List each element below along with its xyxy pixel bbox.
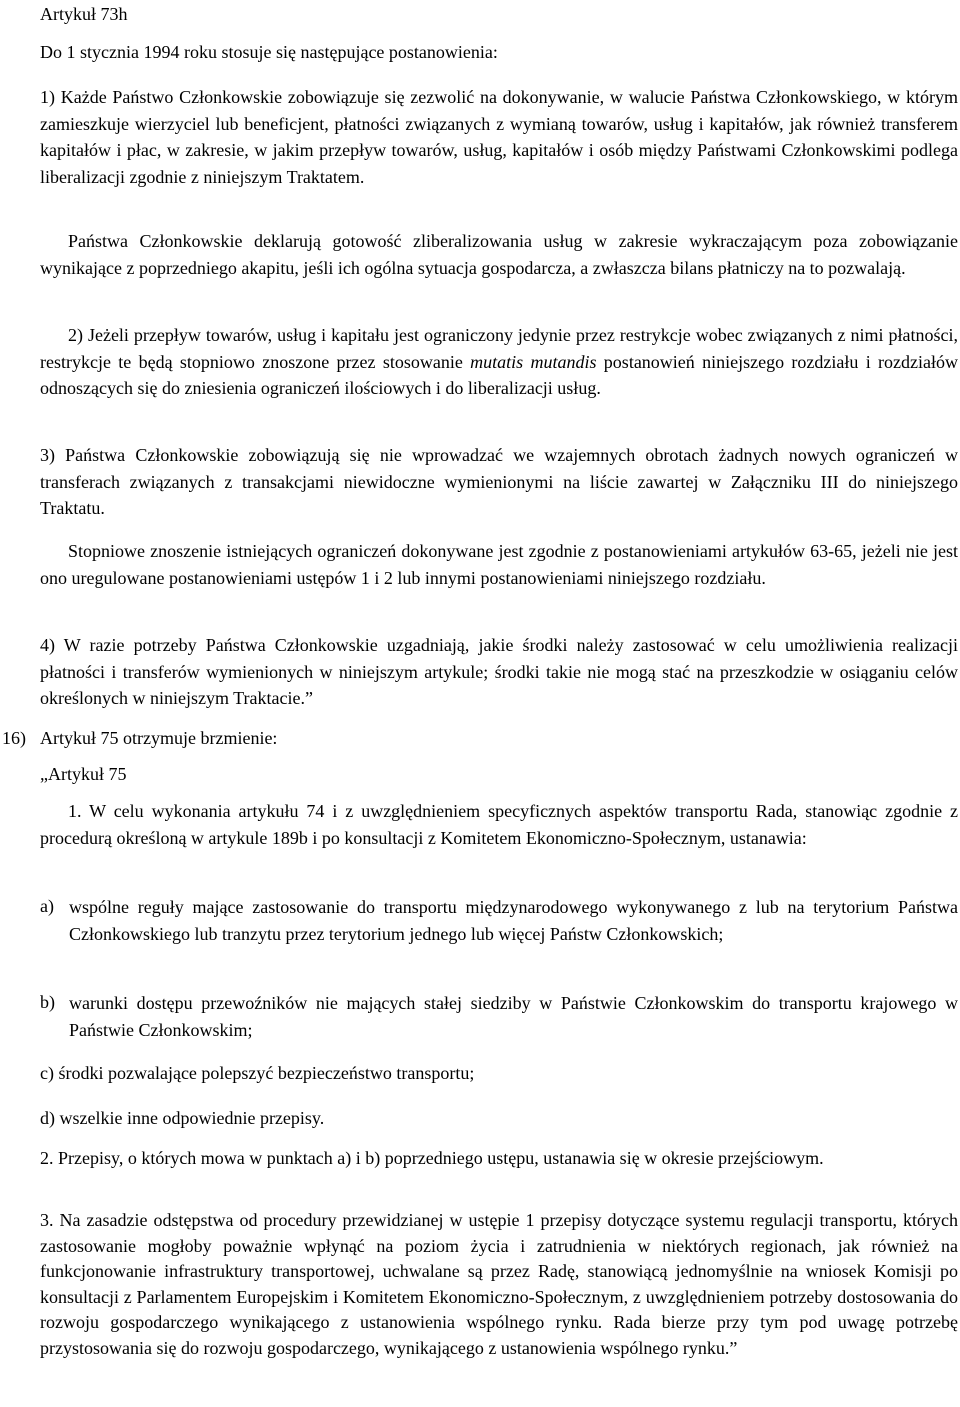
article-heading: Artykuł 73h bbox=[40, 4, 128, 24]
paragraph-2-text-end: postanowień niniejszego rozdziału i rozdziałów odnoszących się do zniesienia ograniczeń ilościowych i do liberalizacji usług. bbox=[40, 351, 958, 398]
item-16-label: Artykuł 75 otrzymuje brzmienie: bbox=[40, 728, 278, 748]
paragraph-2-italic-term: mutatis mutandis bbox=[470, 351, 597, 372]
article-75-heading: „Artykuł 75 bbox=[40, 764, 127, 784]
paragraph-2 bbox=[40, 322, 958, 402]
paragraph-3: 3) Państwa Członkowskie zobowiązują się nie wprowadzać we wzajemnych obrotach żadnych nowych ograniczeń w transferach związanych z transakcjami niewidoczne wymienionymi na liście zawartej w Załączniku III do niniejszego Traktatu. bbox=[40, 445, 958, 518]
art75-paragraph-1: 1. W celu wykonania artykułu 74 i z uwzględnieniem specyficznych aspektów transportu Rada, stanowiąc zgodnie z procedurą określoną w artykule 189b i po konsultacji z Komitetem Ekonomiczno-Społecznym, ustanawia: bbox=[40, 801, 958, 848]
item-16-number: 16) bbox=[2, 728, 26, 748]
paragraph-1b: Państwa Członkowskie deklarują gotowość zliberalizowania usług w zakresie wykraczającym poza zobowiązanie wynikające z poprzedniego akapitu, jeśli ich ogólna sytuacja gospodarcza, a zwłaszcza bilans płatniczy na to pozwalają. bbox=[40, 231, 958, 278]
point-a-text: wspólne reguły mające zastosowanie do transportu międzynarodowego wykonywanego z lub na terytorium Państwa Członkowskiego lub tranzytu przez terytorium jednego lub więcej Państw Członkowskich; bbox=[69, 897, 958, 944]
point-a-label: a) bbox=[40, 896, 54, 916]
point-d: d) wszelkie inne odpowiednie przepisy. bbox=[40, 1108, 325, 1128]
art75-paragraph-2: 2. Przepisy, o których mowa w punktach a) i b) poprzedniego ustępu, ustanawia się w okresie przejściowym. bbox=[40, 1148, 824, 1168]
point-b-label: b) bbox=[40, 992, 55, 1012]
art75-paragraph-3: 3. Na zasadzie odstępstwa od procedury przewidzianej w ustępie 1 przepisy dotyczące systemu regulacji transportu, których zastosowanie mogłoby poważnie wpłynąć na poziom życia i zatrudnienia w niektórych regionach, jak również na funkcjonowanie infrastruktury transportowej, uchwalane są przez Radę, stanowiącą jednomyślnie na wniosek Komisji po konsultacji z Parlamentem Europejskim i Komitetem Ekonomiczno-Społecznym, z uwzględnieniem potrzeby dostosowania do rozwoju gospodarczego wynikającego z ustanowienia wspólnego rynku. Rada bierze przy tym pod uwagę potrzebę przystosowania się do rozwoju gospodarczego, wynikającego z ustanowienia wspólnego rynku.” bbox=[40, 1210, 958, 1358]
point-b-text: warunki dostępu przewoźników nie mających stałej siedziby w Państwie Członkowskim do transportu krajowego w Państwie Członkowskim; bbox=[69, 993, 958, 1040]
paragraph-4: 4) W razie potrzeby Państwa Członkowskie uzgadniają, jakie środki należy zastosować w celu umożliwienia realizacji płatności i transferów wymienionych w niniejszym artykule; środki takie nie mogą stać na przeszkodzie w osiąganiu celów określonych w niniejszym Traktacie.” bbox=[40, 635, 958, 708]
paragraph-2-text-start: 2) Jeżeli przepływ towarów, usług i kapitału jest ograniczony jedynie przez restrykcje wobec związanych z nimi płatności, restrykcje te będą stopniowo znoszone przez stosowanie bbox=[40, 325, 958, 372]
intro-text: Do 1 stycznia 1994 roku stosuje się następujące postanowienia: bbox=[40, 42, 498, 62]
paragraph-3b: Stopniowe znoszenie istniejących ograniczeń dokonywane jest zgodnie z postanowieniami artykułów 63-65, jeżeli nie jest ono uregulowane postanowieniami ustępów 1 i 2 lub innymi postanowieniami niniejszego rozdziału. bbox=[40, 541, 958, 588]
point-c: c) środki pozwalające polepszyć bezpieczeństwo transportu; bbox=[40, 1063, 475, 1083]
paragraph-1: 1) Każde Państwo Członkowskie zobowiązuje się zezwolić na dokonywanie, w walucie Państwa Członkowskiego, w którym zamieszkuje wierzyciel lub beneficjent, płatności związanych z wymianą towarów, usług i kapitałów, jak również transferem kapitałów i płac, w zakresie, w jakim przepływ towarów, usług, kapitałów i osób między Państwami Członkowskimi podlega liberalizacji zgodnie z niniejszym Traktatem. bbox=[40, 87, 958, 187]
